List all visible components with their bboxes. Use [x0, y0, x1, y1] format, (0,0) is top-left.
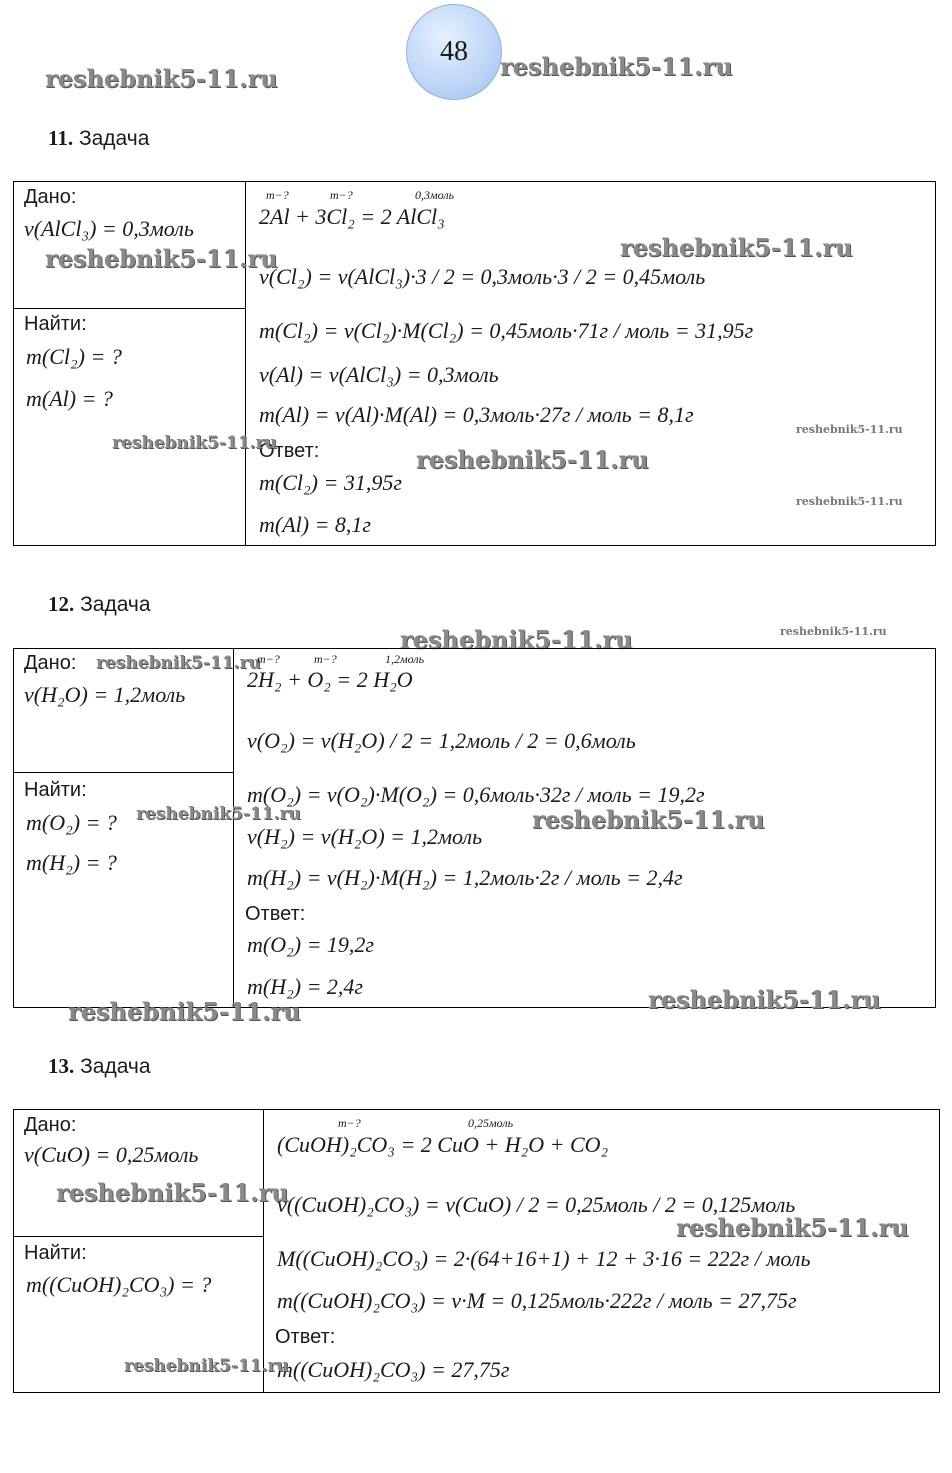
task-title: 11. Задача: [48, 126, 150, 150]
find-value: m(O₂) = ?: [26, 810, 117, 835]
answer-label: Ответ:: [275, 1326, 336, 1348]
watermark: reshebnik5-11.ru: [400, 625, 633, 654]
calc-step: ν(Al) = ν(AlCl₃) = 0,3моль: [259, 362, 499, 387]
reaction-annotation: 0,25моль: [468, 1116, 514, 1130]
watermark: reshebnik5-11.ru: [780, 625, 887, 638]
watermark: reshebnik5-11.ru: [45, 244, 278, 273]
reaction-equation: (CuOH)₂CO₃ = 2 CuO + H₂O + CO₂: [277, 1132, 609, 1157]
watermark: reshebnik5-11.ru: [56, 1178, 289, 1207]
reaction-equation: 2H₂ + O₂ = 2 H₂O: [247, 667, 413, 692]
watermark: reshebnik5-11.ru: [416, 445, 649, 474]
given-value: ν(H₂O) = 1,2моль: [24, 682, 186, 707]
calc-step: m(Al) = ν(Al)·M(Al) = 0,3моль·27г / моль = 8,1г: [259, 402, 694, 427]
calc-step: m(Cl₂) = ν(Cl₂)·M(Cl₂) = 0,45моль·71г / моль = 31,95г: [259, 318, 754, 343]
given-label: Дано:: [24, 1114, 77, 1136]
task-title: 12. Задача: [48, 592, 151, 616]
divider: [13, 1236, 263, 1237]
divider: [245, 181, 246, 545]
find-value: m(Al) = ?: [26, 386, 113, 411]
given-label: Дано:: [24, 652, 77, 674]
watermark: reshebnik5-11.ru: [532, 805, 765, 834]
calc-step: ν((CuOH)₂CO₃) = ν(CuO) / 2 = 0,25моль / 2 = 0,125моль: [277, 1192, 796, 1217]
find-label: Найти:: [24, 779, 87, 801]
reaction-annotation: m−?: [330, 188, 353, 202]
given-value: ν(AlCl₃) = 0,3моль: [24, 216, 194, 241]
calc-step: m((CuOH)₂CO₃) = ν·M = 0,125моль·222г / моль = 27,75г: [277, 1288, 797, 1313]
answer-value: m(Cl₂) = 31,95г: [259, 470, 402, 495]
watermark: reshebnik5-11.ru: [96, 653, 261, 673]
find-label: Найти:: [24, 313, 87, 335]
watermark: reshebnik5-11.ru: [620, 233, 853, 262]
watermark: reshebnik5-11.ru: [676, 1213, 909, 1242]
answer-value: m(O₂) = 19,2г: [247, 932, 375, 957]
divider: [233, 648, 234, 1007]
calc-step: ν(Cl₂) = ν(AlCl₃)·3 / 2 = 0,3моль·3 / 2 = 0,45моль: [259, 264, 706, 289]
reaction-annotation: 0,3моль: [415, 188, 455, 202]
find-value: m((CuOH)₂CO₃) = ?: [26, 1272, 212, 1297]
calc-step: ν(O₂) = ν(H₂O) / 2 = 1,2моль / 2 = 0,6моль: [247, 728, 636, 753]
answer-value: m((CuOH)₂CO₃) = 27,75г: [277, 1357, 510, 1382]
page-number: 48: [406, 4, 502, 100]
answer-label: Ответ:: [259, 440, 320, 462]
calc-step: ν(H₂) = ν(H₂O) = 1,2моль: [247, 824, 483, 849]
reaction-equation: 2Al + 3Cl₂ = 2 AlCl₃: [259, 204, 445, 229]
calc-step: m(H₂) = ν(H₂)·M(H₂) = 1,2моль·2г / моль = 2,4г: [247, 865, 683, 890]
reaction-annotation: 1,2моль: [385, 652, 425, 666]
given-value: ν(CuO) = 0,25моль: [24, 1142, 199, 1167]
find-value: m(Cl₂) = ?: [26, 344, 122, 369]
divider: [263, 1109, 264, 1392]
divider: [13, 772, 233, 773]
watermark: reshebnik5-11.ru: [500, 52, 733, 81]
reaction-annotation: m−?: [257, 652, 280, 666]
find-value: m(H₂) = ?: [26, 850, 117, 875]
watermark: reshebnik5-11.ru: [45, 64, 278, 93]
answer-value: m(Al) = 8,1г: [259, 512, 372, 537]
watermark: reshebnik5-11.ru: [796, 423, 903, 436]
watermark: reshebnik5-11.ru: [124, 1356, 289, 1376]
find-label: Найти:: [24, 1242, 87, 1264]
watermark: reshebnik5-11.ru: [112, 433, 277, 453]
answer-label: Ответ:: [245, 903, 306, 925]
watermark: reshebnik5-11.ru: [648, 985, 881, 1014]
reaction-annotation: m−?: [338, 1116, 361, 1130]
calc-step: m(O₂) = ν(O₂)·M(O₂) = 0,6моль·32г / моль = 19,2г: [247, 782, 705, 807]
task-title: 13. Задача: [48, 1054, 151, 1078]
reaction-annotation: m−?: [314, 652, 337, 666]
answer-value: m(H₂) = 2,4г: [247, 974, 364, 999]
watermark: reshebnik5-11.ru: [796, 495, 903, 508]
watermark: reshebnik5-11.ru: [68, 997, 301, 1026]
given-label: Дано:: [24, 186, 77, 208]
reaction-annotation: m−?: [266, 188, 289, 202]
calc-step: M((CuOH)₂CO₃) = 2·(64+16+1) + 12 + 3·16 = 222г / моль: [277, 1246, 811, 1271]
watermark: reshebnik5-11.ru: [136, 804, 301, 824]
divider: [13, 308, 245, 309]
